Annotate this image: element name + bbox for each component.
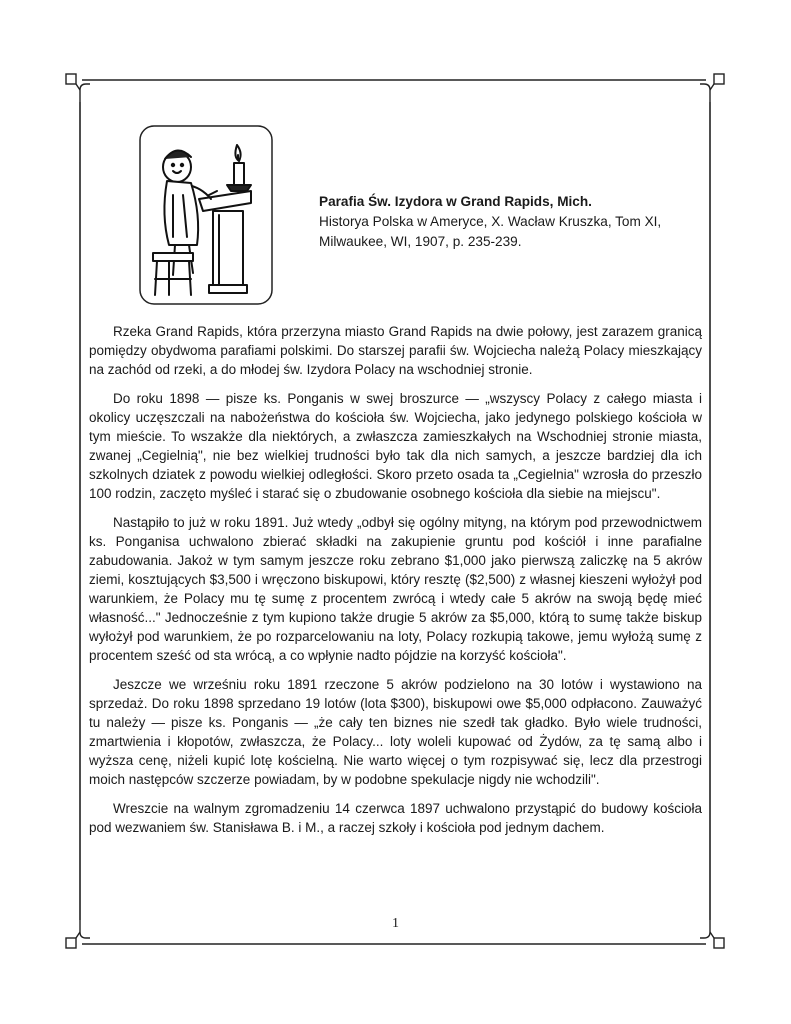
page-number: 1 — [392, 916, 399, 931]
article-body — [89, 322, 702, 847]
corner-ornament-top-right — [700, 74, 724, 102]
paragraph: Wreszcie na walnym zgromadzeniu 14 czerwca 1897 uchwalono przystąpić do budowy kościoła pod wezwaniem św. Stanisława B. i M., a raczej szkoły i kościoła pod jednym dachem. — [89, 801, 702, 835]
citation-source-line: Historya Polska w Ameryce, X. Wacław Kruszka, Tom XI, — [319, 214, 662, 229]
corner-ornament-top-left — [66, 74, 90, 102]
citation-block — [319, 192, 739, 252]
paragraph: Nastąpiło to już w roku 1891. Już wtedy „odbył się ogólny mityng, na którym pod przewodnictwem ks. Ponganisa uchwalono zbierać składki na zakupienie gruntu pod kościół i inne parafialne zabudowania. Jakoż w tym samym jeszcze roku zebrano $1,000 jako pierwszą zaliczkę na 5 akrów ziemi, kosztujących $3,500 i wręczono biskupowi, który resztę ($2,500) z własnej kieszeni wyłożył pod warunkiem, że Polacy mu tę sumę z procentem zwrócą i wtedy całe 5 akrów na swoją będę mieć własność..." Jednocześnie z tym kupiono także drugie 5 akrów za $5,000, którą to sumę także biskup wyłożył pod warunkiem, że po rozparcelowaniu na loty, Polacy rozkupią takowe, jemu wyłożą sumę z procentem sześć od sta wrócą, a co wpłynie nadto pójdzie na korzyść kościoła". — [89, 515, 702, 663]
child-writing-illustration — [139, 125, 273, 305]
paragraph: Do roku 1898 — pisze ks. Ponganis w swej broszurce — „wszyscy Polacy z całego miasta i okolicy uczęszczali na nabożeństwa do kościoła św. Wojciecha, jako jedynego polskiego kościoła w tym mieście. To wszakże dla niektórych, a zwłaszcza zamieszkałych na Wschodniej stronie miasta, zwanej „Cegielnią", nie bez wielkiej trudności było tak dla nich samych, a jeszcze bardziej dla ich szkolnych dziatek z powodu wielkiej odległości. Skoro przeto osada ta „Cegielnia" wzrosła do przeszło 100 rodzin, zaczęto myśleć i starać się o zbudowanie osobnego kościoła dla siebie na miejscu". — [89, 391, 702, 501]
article-title: Parafia Św. Izydora w Grand Rapids, Mich. — [319, 194, 592, 209]
paragraph: Rzeka Grand Rapids, która przerzyna miasto Grand Rapids na dwie połowy, jest zarazem granicą pomiędzy obydwoma parafiami polskimi. Do starszej parafii św. Wojciecha należą Polacy mieszkający na zachód od rzeki, a do młodej św. Izydora Polacy na wschodniej stronie. — [89, 324, 702, 377]
citation-publication-line: Milwaukee, WI, 1907, p. 235-239. — [319, 234, 522, 249]
paragraph: Jeszcze we wrześniu roku 1891 rzeczone 5 akrów podzielono na 30 lotów i wystawiono na sprzedaż. Do roku 1898 sprzedano 19 lotów (lota $300), biskupowi owe $5,000 odpłacono. Zauważyć tu należy — pisze ks. Ponganis — „że cały ten biznes nie szedł tak gładko. Było wiele trudności, zmartwienia i kłopotów, zwłaszcza, że Polacy... loty woleli kupować od Żydów, za tę samą albo i wyższa cenę, niżeli kupić lotę kościelną. Nie warto więcej o tym rozpisywać się, lecz dla przestrogi moich następców szczerze powiadam, by w podobne spekulacje nigdy nie wchodzili". — [89, 677, 702, 787]
